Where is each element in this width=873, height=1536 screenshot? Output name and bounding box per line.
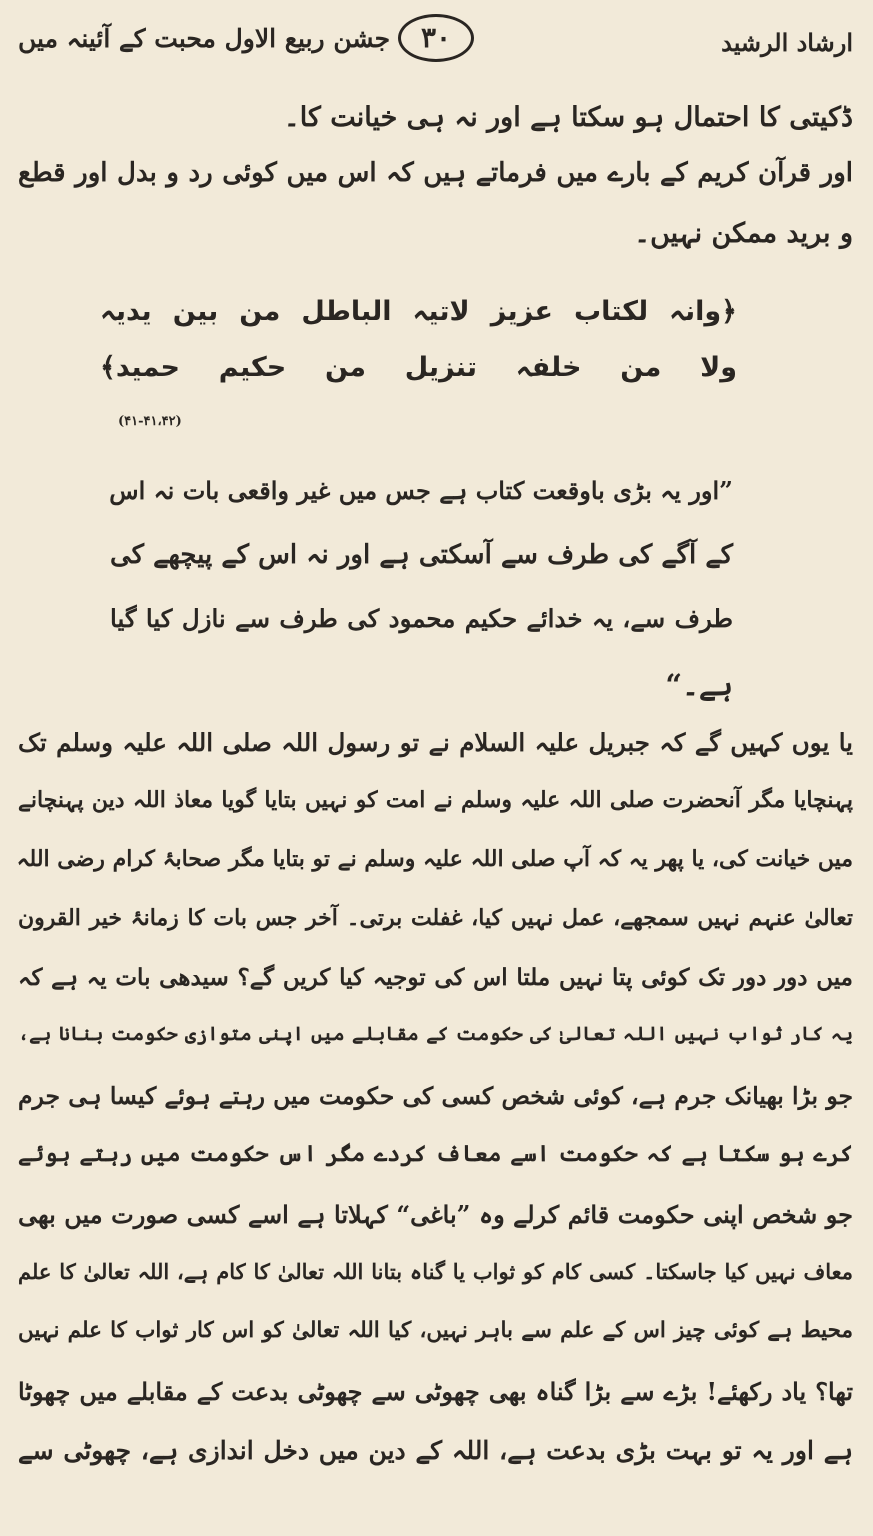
paragraph-2-line-2: و برید ممکن نہیں۔ — [634, 218, 853, 249]
ayah-reference: (۴۱-۴۱،۴۲) — [118, 414, 182, 429]
book-title: ارشاد الرشید — [721, 28, 853, 57]
paragraph-3-line: جو بڑا بھیانک جرم ہے، کوئی شخص کسی کی حکومت میں رہتے ہوئے کیسا ہی جرم — [18, 1082, 853, 1110]
paragraph-3-line: میں خیانت کی، یا پھر یہ کہ آپ صلی اللہ علیہ وسلم نے تو بتایا مگر صحابۂ کرام رضی اللہ — [16, 846, 853, 872]
translation-line-3: طرف سے، یہ خدائے حکیم محمود کی طرف سے نازل کیا گیا — [110, 604, 733, 633]
paragraph-2-line-1: اور قرآن کریم کے بارے میں فرماتے ہیں کہ اس میں کوئی رد و بدل اور قطع — [18, 158, 853, 188]
translation-line-4: ہے۔“ — [665, 668, 733, 702]
paragraph-3-line: تھا؟ یاد رکھئے! بڑے سے بڑا گناہ بھی چھوٹی سے چھوٹی بدعت کے مقابلے میں چھوٹا — [18, 1377, 853, 1406]
paragraph-3-line: جو شخص اپنی حکومت قائم کرلے وہ ”باغی“ کہلاتا ہے اسے کسی صورت میں بھی — [18, 1200, 853, 1229]
chapter-title: جشن ربیع الاول محبت کے آئینہ میں — [18, 24, 391, 53]
ayah-line-1: ﴿وانہ لکتاب عزیز لاتیہ الباطل من بین یدیہ — [100, 296, 737, 327]
paragraph-1: ڈکیتی کا احتمال ہو سکتا ہے اور نہ ہی خیانت کا۔ — [283, 102, 853, 133]
paragraph-3-line: محیط ہے کوئی چیز اس کے علم سے باہر نہیں، کیا اللہ تعالیٰ کو اس کار ثواب کا علم نہیں — [18, 1318, 853, 1343]
page-header — [18, 10, 853, 70]
paragraph-3-line: ہے اور یہ تو بہت بڑی بدعت ہے، اللہ کے دین میں دخل اندازی ہے، چھوٹی سے — [18, 1436, 853, 1465]
paragraph-3-line: تعالیٰ عنہم نہیں سمجھے، عمل نہیں کیا، غفلت برتی۔ آخر جس بات کا زمانۂ خیر القرون — [18, 905, 853, 931]
paragraph-3-line: یا یوں کہیں گے کہ جبریل علیہ السلام نے تو رسول اللہ صلی اللہ علیہ وسلم تک — [18, 728, 853, 757]
paragraph-3-line: معاف نہیں کیا جاسکتا۔ کسی کام کو ثواب یا گناہ بتانا اللہ تعالیٰ کا کام ہے، اللہ تعالیٰ کا علم — [18, 1259, 853, 1284]
page-number: ۳۰ — [398, 14, 474, 62]
ayah-line-2: ولا من خلفہ تنزیل من حکیم حمید﴾ — [100, 352, 737, 383]
paragraph-3-line: پہنچایا مگر آنحضرت صلی اللہ علیہ وسلم نے امت کو نہیں بتایا گویا معاذ اللہ دین پہنچانے — [18, 787, 853, 813]
paragraph-3-line: میں دور دور تک کوئی پتا نہیں ملتا اس کی توجیہ کیا کریں گے؟ سیدھی بات یہ ہے کہ — [18, 964, 853, 991]
translation-line-1: ”اور یہ بڑی باوقعت کتاب ہے جس میں غیر واقعی بات نہ اس — [109, 476, 733, 505]
paragraph-3-line: کرے ہو سکتا ہے کہ حکومت اسے معاف کردے مگر اس حکومت میں رہتے ہوئے — [18, 1141, 853, 1167]
paragraph-3-line: یہ کار ثواب نہیں اللہ تعالیٰ کی حکومت کے مقابلے میں اپنی متوازی حکومت بنانا ہے، — [18, 1023, 853, 1045]
translation-line-2: کے آگے کی طرف سے آسکتی ہے اور نہ اس کے پیچھے کی — [110, 540, 733, 570]
